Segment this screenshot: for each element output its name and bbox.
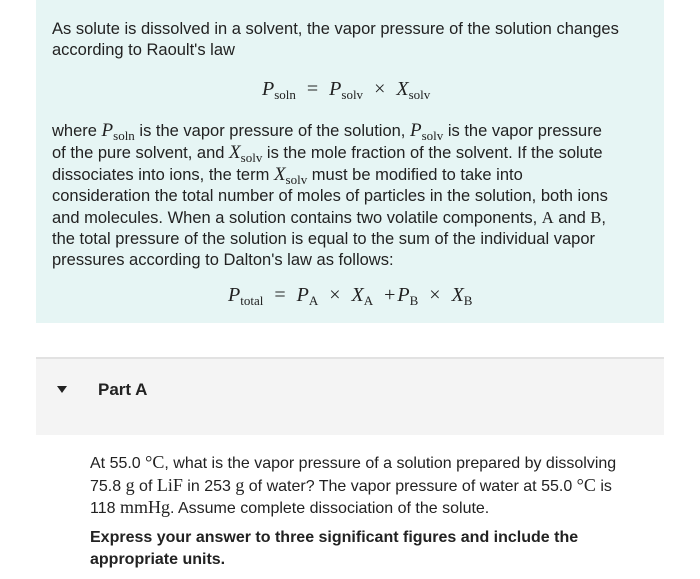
dalton-equation: [228, 284, 472, 307]
caret-down-icon[interactable]: [57, 386, 67, 393]
text: and molecules. When a solution contains two volatile components,: [52, 209, 542, 227]
eq-sub: A: [363, 293, 374, 308]
eq-sub: A: [308, 293, 319, 308]
unit: °C: [145, 452, 165, 472]
intro-paragraph-2: [52, 120, 608, 271]
text: dissociates into ions, the term: [52, 166, 274, 184]
eq-sub: B: [463, 293, 473, 308]
eq-var: P: [228, 284, 241, 306]
question-line: [90, 452, 616, 475]
math-var: X: [273, 164, 286, 185]
formula: LiF: [156, 474, 183, 495]
text: 118: [90, 500, 120, 517]
instruction-line: appropriate units.: [90, 550, 226, 568]
answer-instruction: [90, 527, 578, 570]
eq-plus: +: [384, 284, 396, 306]
math-sub: solv: [421, 128, 444, 143]
math-var: B: [590, 208, 602, 227]
intro-line: [52, 164, 608, 186]
intro-line: [52, 207, 608, 229]
unit: °C: [576, 474, 596, 495]
math-sub: solv: [240, 150, 263, 165]
text: of water? The vapor pressure of water at 55.0: [244, 477, 577, 495]
part-a-label[interactable]: Part A: [98, 380, 148, 399]
math-sub: solv: [285, 172, 308, 187]
question-text: [90, 452, 616, 520]
eq-times: ×: [429, 284, 441, 306]
intro-line: according to Raoult's law: [52, 41, 235, 59]
unit: mmHg: [119, 497, 170, 517]
text: 75.8: [90, 477, 126, 495]
unit: g: [235, 474, 245, 495]
text: ,: [601, 209, 607, 227]
eq-times: ×: [329, 284, 341, 306]
text: is: [595, 477, 612, 495]
eq-var: X: [351, 284, 364, 306]
eq-sub: total: [240, 293, 264, 308]
question-line: [90, 497, 616, 520]
text: where: [52, 122, 102, 140]
eq-sub: solv: [341, 87, 364, 102]
eq-times: ×: [374, 78, 386, 100]
math-sub: soln: [113, 128, 135, 143]
text: in 253: [182, 477, 236, 495]
instruction-line: Express your answer to three significant figures and include the: [90, 529, 579, 546]
unit: g: [125, 474, 135, 495]
intro-line: As solute is dissolved in a solvent, the vapor pressure of the solution changes: [52, 20, 619, 38]
intro-line: the total pressure of the solution is equal to the sum of the individual vapor: [52, 230, 595, 248]
text: is the vapor pressure: [443, 122, 602, 140]
question-line: [90, 475, 616, 498]
eq-var: X: [396, 78, 409, 100]
eq-var: P: [262, 78, 275, 100]
raoult-equation: [262, 78, 430, 101]
eq-var: P: [329, 78, 342, 100]
math-var: P: [409, 120, 422, 141]
intro-line: consideration the total number of moles of particles in the solution, both ions: [52, 187, 608, 205]
eq-equals: =: [274, 284, 286, 306]
eq-sub: soln: [274, 87, 296, 102]
text: and: [553, 209, 591, 227]
eq-var: P: [397, 284, 410, 306]
intro-line: [52, 142, 608, 164]
text: is the vapor pressure of the solution,: [134, 122, 410, 140]
intro-line: pressures according to Dalton's law as follows:: [52, 251, 394, 269]
eq-equals: =: [306, 78, 319, 100]
intro-paragraph-1: [52, 19, 619, 61]
text: , what is the vapor pressure of a solution prepared by dissolving: [164, 455, 617, 472]
eq-var: X: [451, 284, 464, 306]
math-var: A: [541, 208, 554, 227]
text: . Assume complete dissociation of the solute.: [169, 500, 490, 517]
eq-sub: solv: [408, 87, 431, 102]
text: of the pure solvent, and: [52, 144, 230, 162]
text: of: [134, 477, 157, 495]
intro-line: [52, 120, 608, 142]
text: must be modified to take into: [307, 166, 523, 184]
eq-var: P: [296, 284, 309, 306]
math-var: X: [229, 142, 241, 163]
text: At 55.0: [90, 455, 146, 472]
eq-sub: B: [409, 293, 419, 308]
text: is the mole fraction of the solvent. If the solute: [262, 144, 603, 162]
math-var: P: [101, 120, 114, 141]
